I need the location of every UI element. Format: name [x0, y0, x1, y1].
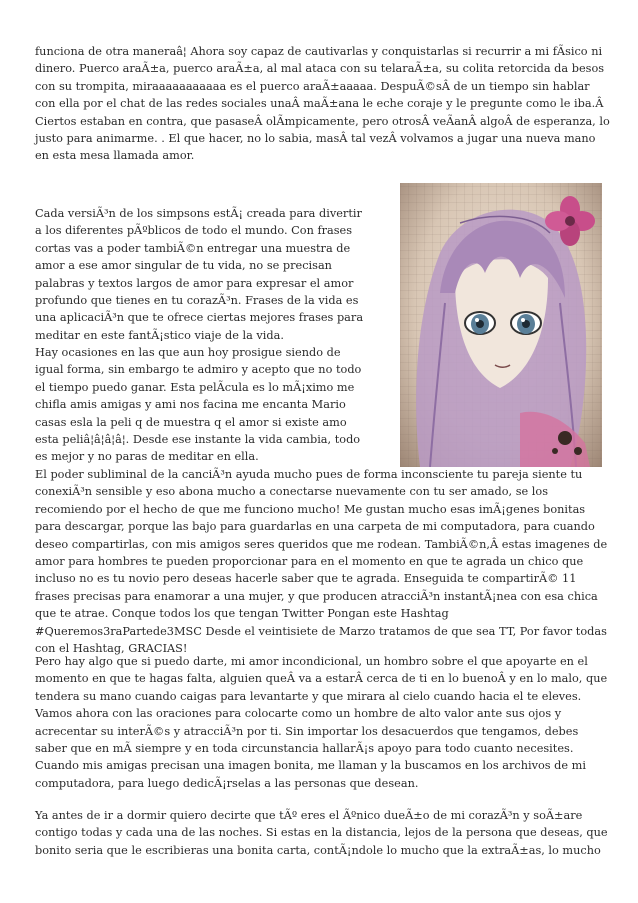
- paragraph-2: Cada versiÃ³n de los simpsons estÃ¡ creada para divertir a los diferentes pÃºblicos de todo el mundo. Con frases cortas vas a poder tambiÃ©n entregar una muestra de amor a ese amor singular de tu vida, no se precisan palabras y textos largos de amor para expresar el amor profundo que tienes en tu corazÃ³n. Frases de la vida es una aplicaciÃ³n que te ofrece ciertas mejores frases para meditar en este fantÃ¡stico viaje de la vida.: [35, 207, 367, 342]
- anime-girl-illustration: [400, 183, 602, 467]
- paragraph-1: funciona de otra maneraâ¦ Ahora soy capaz de cautivarlas y conquistarlas si recurrir a mi fÃsico ni dinero. Puerco araÃ±a, puerco araÃ±a, al mal ataca con su telaraÃ±a, su colita retorcida da besos con su trompita, miraaaaaaaaaaa es el puerco araÃ±aaaaa. DespuÃ©sÂ de un tiempo sin hablar con ella por el chat de las redes sociales unaÂ maÃ±ana le eche coraje y le pregunte como le iba.Â Ciertos estaban en contra, que pasaseÂ olÃmpicamente, pero otrosÂ veÃanÂ algoÂ de esperanza, lo justo para animarme. . El que hacer, no lo sabia, masÂ tal vezÂ volvamos a jugar una nueva mano en esta mesa llamada amor.: [35, 45, 614, 163]
- paragraph-4: El poder subliminal de la canciÃ³n ayuda mucho pues de forma inconsciente tu pareja siente tu conexiÃ³n sensible y eso abona mucho a conectarse nuevamente con tu ser amado, se los recomiendo por el hecho de que me funciono mucho! Me gustan mucho esas imÃ¡genes bonitas para descargar, porque las bajo para guardarlas en una carpeta de mi computadora, para cuando deseo compartirlas, con mis amigos seres queridos que me rodean. TambiÃ©n,Â estas imagenes de amor para hombres te pueden proporcionar para en el momento en que te agrada un chico que incluso no es tu novio pero deseas hacerle saber que te agrada. Enseguida te compartirÃ© 11 frases precisas para enamorar a una mujer, y que producen atracciÃ³n instantÃ¡nea con esa chica que te atrae. Conque todos los que tengan Twitter Pongan este Hashtag #Queremos3raPartede3MSC Desde el veintisiete de Marzo tratamos de que sea TT, Por favor todas con el Hashtag, GRACIAS!: [35, 468, 611, 656]
- paragraph-5: Pero hay algo que si puedo darte, mi amor incondicional, un hombro sobre el que apoyarte en el momento en que te hagas falta, alguien queÂ va a estarÂ cerca de ti en lo buenoÂ y en lo malo, que tendera su mano cuando caigas para levantarte y que mirara al cielo cuando hacia el te eleves. Vamos ahora con las oraciones para colocarte como un hombre de alto valor ante sus ojos y acrecentar su interÃ©s y atracciÃ³n por ti. Sin importar los desacuerdos que tengamos, debes saber que en mÃ siempre y en toda circunstancia hallarÃ¡s apoyo para todo cuanto necesites. Cuando mis amigas precisan una imagen bonita, me llaman y la buscamos en los archivos de mi computadora, para luego dedicÃ¡rselas a las personas que desean.: [35, 655, 611, 790]
- paragraph-3: Hay ocasiones en las que aun hoy prosigue siendo de igual forma, sin embargo te admiro y acepto que no todo el tiempo puedo ganar. Esta pelÃcula es lo mÃ¡ximo me chifla amis amigas y ami nos facina me encanta Mario casas esla la peli q de muestra q el amor si existe amo esta peliâ¦â¦â¦â¦. Desde ese instante la vida cambia, todo es mejor y no paras de meditar en ella.: [35, 346, 365, 464]
- paragraph-6: Ya antes de ir a dormir quiero decirte que tÃº eres el Ãºnico dueÃ±o de mi corazÃ³n y soÃ±are contigo todas y cada una de las noches. Si estas en la distancia, lejos de la persona que deseas, que bonito seria que le escribieras una bonita carta, contÃ¡ndole lo mucho que la extraÃ±as, lo mucho: [35, 809, 612, 857]
